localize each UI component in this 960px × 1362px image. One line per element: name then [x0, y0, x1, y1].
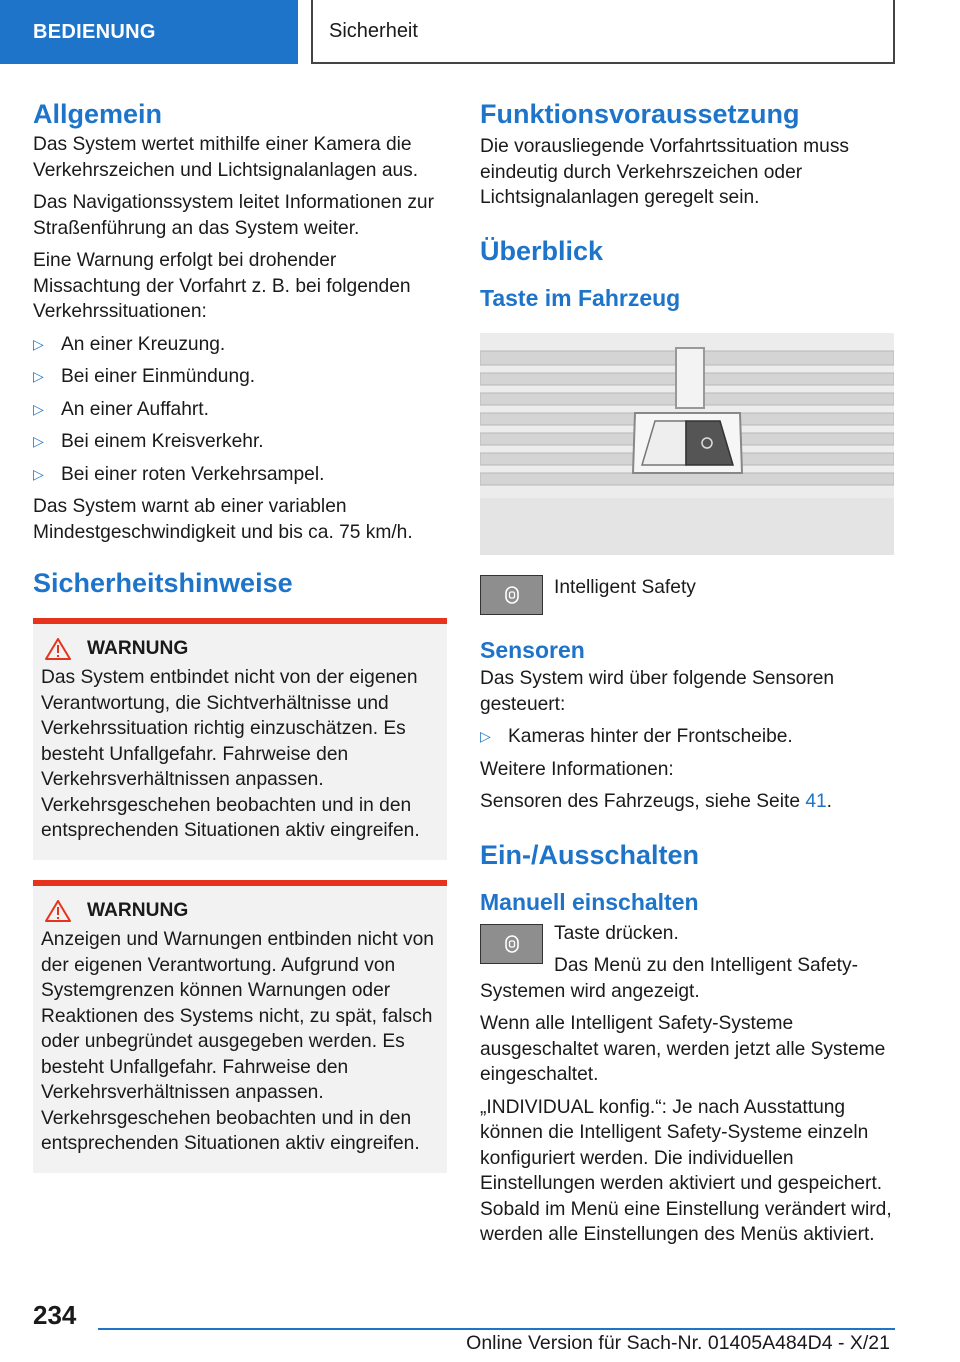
footer-online-version: Online Version für Sach-Nr. 01405A484D4 - X/21 — [466, 1332, 890, 1354]
manual-activation — [480, 921, 894, 1005]
car-shield-icon — [503, 585, 521, 605]
situation-list — [33, 332, 447, 488]
warning-text: Das System entbindet nicht von der eigenen Verantwortung, die Sichtverhältnisse und Verkehrssituation richtig einzuschätzen. Es besteht Unfallgefahr. Fahrweise den Verkehrsverhältnissen anpassen. Verkehrsgeschehen beobachten und in den entsprechenden Situationen aktiv eingreifen. — [41, 667, 420, 842]
triangle-bullet-icon: ▷ — [33, 465, 44, 482]
paragraph: Das System warnt ab einer variablen Mindestgeschwindigkeit und bis ca. 75 km/h. — [33, 496, 413, 543]
chapter-title — [311, 0, 895, 64]
warning-box — [33, 618, 447, 860]
heading-sensoren: Sensoren — [480, 636, 585, 663]
paragraph: Das System wird über folgende Sensoren gesteuert: — [480, 668, 835, 715]
warning-triangle-icon — [45, 900, 71, 922]
right-column — [480, 98, 894, 1255]
intelligent-safety-button-row — [480, 575, 894, 615]
sensor-list — [480, 724, 894, 750]
warning-header — [41, 898, 439, 924]
warning-triangle-icon — [45, 638, 71, 660]
warning-title: WARNUNG — [87, 899, 189, 921]
list-item — [33, 462, 447, 488]
paragraph: Eine Warnung erfolgt bei drohender Missachtung der Vorfahrt z. B. bei folgenden Verkehrssituationen: — [33, 250, 411, 323]
intelligent-safety-icon — [480, 575, 543, 615]
list-item-text: An einer Auffahrt. — [61, 398, 209, 420]
footer-divider — [98, 1328, 895, 1330]
triangle-bullet-icon: ▷ — [33, 433, 44, 450]
list-item-text: Bei einem Kreisverkehr. — [61, 431, 264, 453]
list-item — [480, 724, 894, 750]
page-link[interactable]: 41 — [805, 791, 827, 813]
car-shield-icon — [503, 934, 521, 954]
triangle-bullet-icon: ▷ — [480, 728, 491, 745]
warning-box — [33, 880, 447, 1173]
intelligent-safety-icon — [480, 924, 543, 964]
paragraph: Das Menü zu den Intelligent Safety-Systemen wird angezeigt. — [480, 955, 858, 1002]
list-item — [33, 397, 447, 423]
paragraph: „INDIVIDUAL konfig.“: Je nach Ausstattung können die Intelligent Safety-Systeme einzeln konfiguriert werden. Die individuellen Einstellungen werden aktiviert und gespeichert. Sobald im Menü eine Einstellung verändert wird, werden alle Einstellungen des Menüs aktiviert. — [480, 1096, 892, 1246]
reference-text: Sensoren des Fahrzeugs, siehe Seite — [480, 791, 806, 813]
paragraph: Weitere Informationen: — [480, 758, 674, 780]
list-item — [33, 332, 447, 358]
list-item-text: Kameras hinter der Frontscheibe. — [508, 726, 793, 748]
warning-title: WARNUNG — [87, 637, 189, 659]
reference-end: . — [826, 791, 833, 813]
left-column — [33, 98, 447, 1193]
list-item-text: Bei einer roten Verkehrsampel. — [61, 463, 325, 485]
reference-paragraph — [480, 789, 894, 815]
heading-sicherheitshinweise: Sicherheitshinweise — [33, 568, 293, 599]
heading-ueberblick: Überblick — [480, 235, 604, 266]
chapter-label: Sicherheit — [329, 19, 418, 42]
button-label: Intelligent Safety — [554, 576, 696, 598]
paragraph: Das System wertet mithilfe einer Kamera die Verkehrszeichen und Lichtsignalanlagen aus. — [33, 134, 419, 181]
list-item — [33, 364, 447, 390]
list-item-text: Bei einer Einmündung. — [61, 366, 256, 388]
warning-text: Anzeigen und Warnungen entbinden nicht von der eigenen Verantwortung. Aufgrund von Systemgrenzen können Warnungen oder Reaktionen des Systems nicht, zu spät, falsch oder unbegründet ausgegeben werden. Es besteht Unfallgefahr. Fahrweise den Verkehrsverhältnissen anpassen. Verkehrsgeschehen beobachten und in den entsprechenden Situationen aktiv eingreifen. — [41, 929, 434, 1155]
list-item-text: An einer Kreuzung. — [61, 333, 226, 355]
heading-funktionsvoraussetzung: Funktionsvoraussetzung — [480, 99, 800, 129]
triangle-bullet-icon: ▷ — [33, 335, 44, 352]
page-number: 234 — [33, 1300, 77, 1330]
heading-allgemein: Allgemein — [33, 99, 163, 129]
vehicle-button-photo — [480, 333, 894, 555]
paragraph: Das Navigationssystem leitet Informationen zur Straßenführung an das System weiter. — [33, 192, 434, 239]
heading-manuell-einschalten: Manuell einschalten — [480, 889, 699, 916]
warning-header — [41, 636, 439, 662]
paragraph: Taste drücken. — [554, 922, 679, 944]
list-item — [33, 429, 447, 455]
paragraph: Die vorausliegende Vorfahrtssituation muss eindeutig durch Verkehrszeichen oder Lichtsignalanlagen geregelt sein. — [480, 136, 850, 209]
triangle-bullet-icon: ▷ — [33, 368, 44, 385]
heading-ein-ausschalten: Ein-/Ausschalten — [480, 839, 700, 870]
section-tab: BEDIENUNG — [0, 0, 298, 64]
paragraph: Wenn alle Intelligent Safety-Systeme ausgeschaltet waren, werden jetzt alle Systeme eingeschaltet. — [480, 1013, 886, 1086]
heading-taste-im-fahrzeug: Taste im Fahrzeug — [480, 285, 681, 312]
triangle-bullet-icon: ▷ — [33, 400, 44, 417]
